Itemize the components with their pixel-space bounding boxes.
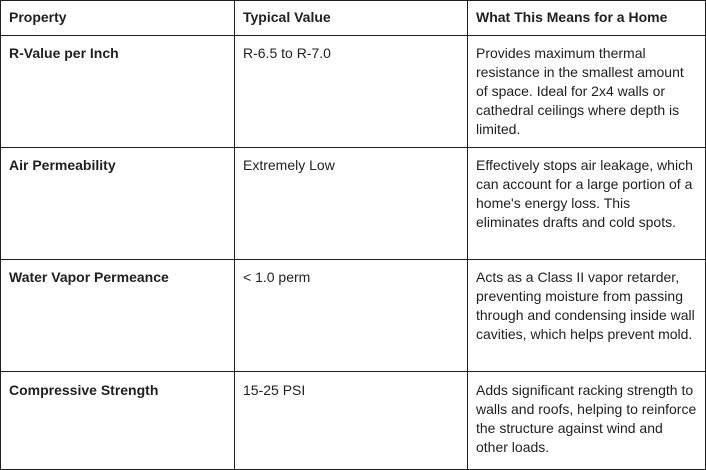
table-row: [1, 372, 706, 470]
table-header-row: [1, 1, 706, 36]
table-row: [1, 36, 706, 148]
cell-typical-value: < 1.0 perm: [235, 260, 468, 372]
cell-property: Air Permeability: [1, 148, 235, 260]
cell-typical-value: R-6.5 to R-7.0: [235, 36, 468, 148]
cell-property: Compressive Strength: [1, 372, 235, 470]
cell-meaning: Acts as a Class II vapor retarder, preventing moisture from passing through and condensing inside wall cavities, which helps prevent mold.: [468, 260, 706, 372]
cell-typical-value: 15-25 PSI: [235, 372, 468, 470]
table-row: [1, 260, 706, 372]
cell-meaning: Provides maximum thermal resistance in the smallest amount of space. Ideal for 2x4 walls or cathedral ceilings where depth is limited.: [468, 36, 706, 148]
cell-property: Water Vapor Permeance: [1, 260, 235, 372]
cell-meaning: Adds significant racking strength to walls and roofs, helping to reinforce the structure against wind and other loads.: [468, 372, 706, 470]
cell-property: R-Value per Inch: [1, 36, 235, 148]
header-typical-value: Typical Value: [235, 1, 468, 36]
table-row: [1, 148, 706, 260]
cell-meaning: Effectively stops air leakage, which can account for a large portion of a home's energy loss. This eliminates drafts and cold spots.: [468, 148, 706, 260]
header-property: Property: [1, 1, 235, 36]
cell-typical-value: Extremely Low: [235, 148, 468, 260]
header-meaning: What This Means for a Home: [468, 1, 706, 36]
